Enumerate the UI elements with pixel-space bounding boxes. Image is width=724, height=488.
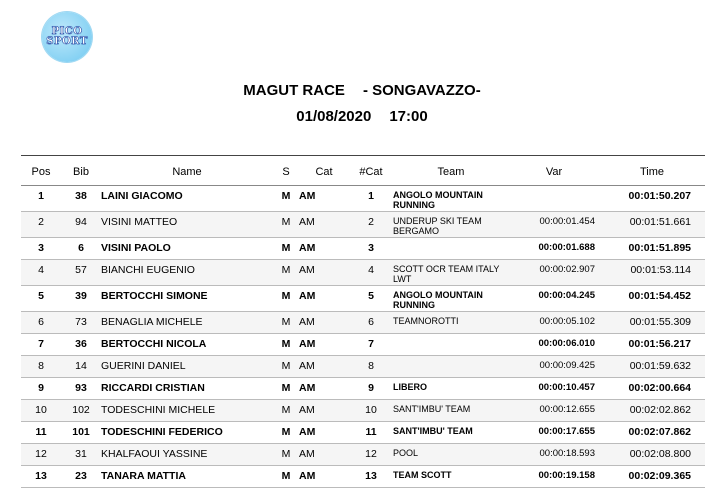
col-sex-header: S bbox=[282, 165, 290, 178]
bib-cell: 57 bbox=[75, 264, 87, 276]
var-cell: 00:00:12.655 bbox=[539, 404, 595, 415]
table-row bbox=[21, 312, 705, 334]
pos-cell: 10 bbox=[35, 404, 47, 416]
name-cell: TODESCHINI MICHELE bbox=[101, 404, 216, 416]
bib-cell: 102 bbox=[72, 404, 90, 416]
sex-cell: M bbox=[281, 360, 291, 372]
pos-cell: 11 bbox=[35, 426, 47, 438]
table-row bbox=[21, 334, 705, 356]
bib-cell: 36 bbox=[75, 338, 87, 350]
var-cell: 00:00:06.010 bbox=[538, 338, 595, 349]
pos-cell: 8 bbox=[38, 360, 44, 372]
team-cell: LIBERO bbox=[393, 382, 428, 392]
cat-cell: AM bbox=[299, 470, 316, 482]
catrank-cell: 13 bbox=[365, 470, 377, 482]
table-top-rule bbox=[21, 155, 705, 156]
catrank-cell: 5 bbox=[368, 290, 374, 302]
time-cell: 00:01:59.632 bbox=[629, 360, 691, 372]
race-datetime bbox=[0, 108, 724, 125]
name-cell: RICCARDI CRISTIAN bbox=[101, 382, 205, 394]
team-cell: ANGOLO MOUNTAIN RUNNING bbox=[393, 290, 483, 310]
cat-cell: AM bbox=[299, 382, 316, 394]
catrank-cell: 11 bbox=[365, 426, 377, 438]
pos-cell: 4 bbox=[38, 264, 44, 276]
var-cell: 00:00:18.593 bbox=[539, 448, 595, 459]
bib-cell: 23 bbox=[75, 470, 87, 482]
time-cell: 00:02:08.800 bbox=[629, 448, 691, 460]
table-row bbox=[21, 286, 705, 312]
time-cell: 00:01:54.452 bbox=[628, 290, 691, 302]
time-cell: 00:01:50.207 bbox=[628, 190, 691, 202]
catrank-cell: 2 bbox=[368, 216, 374, 228]
race-title bbox=[0, 82, 724, 99]
team-cell bbox=[393, 334, 509, 356]
cat-cell: AM bbox=[299, 216, 315, 228]
var-cell: 00:00:04.245 bbox=[538, 290, 595, 301]
col-time-header: Time bbox=[639, 165, 665, 178]
team-cell: POOL bbox=[393, 448, 419, 458]
team-cell: SANT'IMBU' TEAM bbox=[393, 426, 473, 436]
race-location: - SONGAVAZZO- bbox=[362, 82, 481, 99]
var-cell: 00:00:01.454 bbox=[539, 216, 595, 227]
bib-cell: 101 bbox=[72, 426, 90, 438]
var-cell bbox=[509, 186, 599, 212]
col-team-header: Team bbox=[437, 165, 465, 178]
race-time: 17:00 bbox=[389, 108, 428, 125]
time-cell: 00:02:00.664 bbox=[628, 382, 691, 394]
team-cell bbox=[393, 356, 509, 378]
time-cell: 00:02:02.862 bbox=[629, 404, 691, 416]
time-cell: 00:01:51.895 bbox=[628, 242, 691, 254]
name-cell: GUERINI DANIEL bbox=[101, 360, 186, 372]
col-bib-header: Bib bbox=[73, 165, 89, 178]
team-cell: UNDERUP SKI TEAM BERGAMO bbox=[393, 216, 482, 236]
catrank-cell: 7 bbox=[368, 338, 374, 350]
bib-cell: 73 bbox=[75, 316, 87, 328]
sex-cell: M bbox=[281, 470, 291, 482]
race-name: MAGUT RACE bbox=[243, 82, 345, 99]
table-row bbox=[21, 422, 705, 444]
results-body bbox=[21, 186, 705, 488]
name-cell: BERTOCCHI NICOLA bbox=[101, 338, 207, 350]
results-table bbox=[21, 158, 705, 488]
sex-cell: M bbox=[281, 404, 291, 416]
catrank-cell: 12 bbox=[365, 448, 377, 460]
cat-cell: AM bbox=[299, 426, 316, 438]
bib-cell: 93 bbox=[75, 382, 87, 394]
var-cell: 00:00:09.425 bbox=[539, 360, 595, 371]
catrank-cell: 9 bbox=[368, 382, 374, 394]
pos-cell: 12 bbox=[35, 448, 47, 460]
time-cell: 00:02:07.862 bbox=[628, 426, 691, 438]
name-cell: VISINI PAOLO bbox=[101, 242, 171, 254]
sex-cell: M bbox=[281, 338, 291, 350]
name-cell: TODESCHINI FEDERICO bbox=[101, 426, 223, 438]
table-row bbox=[21, 400, 705, 422]
var-cell: 00:00:17.655 bbox=[538, 426, 595, 437]
team-cell: SCOTT OCR TEAM ITALY LWT bbox=[393, 264, 500, 284]
time-cell: 00:01:51.661 bbox=[629, 216, 691, 228]
sex-cell: M bbox=[281, 290, 291, 302]
name-cell: VISINI MATTEO bbox=[101, 216, 178, 228]
logo-text-line1: PICO bbox=[51, 26, 83, 37]
col-var-header: Var bbox=[545, 165, 563, 178]
pos-cell: 2 bbox=[38, 216, 44, 228]
sex-cell: M bbox=[281, 426, 291, 438]
catrank-cell: 8 bbox=[368, 360, 374, 372]
col-cat-header: Cat bbox=[315, 165, 333, 178]
table-row bbox=[21, 356, 705, 378]
col-pos-header: Pos bbox=[31, 165, 51, 178]
var-cell: 00:00:01.688 bbox=[538, 242, 595, 253]
race-date: 01/08/2020 bbox=[296, 108, 372, 125]
table-row bbox=[21, 378, 705, 400]
sex-cell: M bbox=[281, 382, 291, 394]
bib-cell: 38 bbox=[75, 190, 87, 202]
col-catrank-header: #Cat bbox=[359, 165, 383, 178]
table-row bbox=[21, 466, 705, 488]
cat-cell: AM bbox=[299, 264, 315, 276]
pos-cell: 3 bbox=[38, 242, 44, 254]
var-cell: 00:00:10.457 bbox=[538, 382, 595, 393]
sex-cell: M bbox=[281, 190, 291, 202]
cat-cell: AM bbox=[299, 316, 315, 328]
name-cell: TANARA MATTIA bbox=[101, 470, 186, 482]
catrank-cell: 10 bbox=[365, 404, 377, 416]
table-row bbox=[21, 212, 705, 238]
pos-cell: 5 bbox=[38, 290, 44, 302]
col-name-header: Name bbox=[172, 165, 202, 178]
time-cell: 00:01:56.217 bbox=[628, 338, 691, 350]
name-cell: BENAGLIA MICHELE bbox=[101, 316, 203, 328]
team-cell bbox=[393, 238, 509, 260]
catrank-cell: 1 bbox=[368, 190, 374, 202]
sex-cell: M bbox=[281, 448, 291, 460]
catrank-cell: 3 bbox=[368, 242, 374, 254]
cat-cell: AM bbox=[299, 338, 316, 350]
bib-cell: 6 bbox=[78, 242, 84, 254]
bib-cell: 14 bbox=[75, 360, 87, 372]
cat-cell: AM bbox=[299, 448, 315, 460]
time-cell: 00:02:09.365 bbox=[628, 470, 691, 482]
sex-cell: M bbox=[281, 264, 291, 276]
pos-cell: 1 bbox=[38, 190, 44, 202]
time-cell: 00:01:53.114 bbox=[630, 264, 691, 276]
time-cell: 00:01:55.309 bbox=[629, 316, 691, 328]
cat-cell: AM bbox=[299, 290, 316, 302]
pos-cell: 9 bbox=[38, 382, 44, 394]
table-row bbox=[21, 260, 705, 286]
var-cell: 00:00:02.907 bbox=[539, 264, 595, 275]
pos-cell: 7 bbox=[38, 338, 44, 350]
pos-cell: 6 bbox=[38, 316, 44, 328]
sex-cell: M bbox=[281, 316, 291, 328]
table-header-row bbox=[21, 158, 705, 186]
catrank-cell: 4 bbox=[368, 264, 374, 276]
team-cell: SANT'IMBU' TEAM bbox=[393, 404, 471, 414]
logo-text-line2: SPORT bbox=[46, 36, 88, 47]
name-cell: KHALFAOUI YASSINE bbox=[101, 448, 208, 460]
cat-cell: AM bbox=[299, 360, 315, 372]
team-cell: TEAM SCOTT bbox=[393, 470, 452, 480]
cat-cell: AM bbox=[299, 242, 316, 254]
name-cell: LAINI GIACOMO bbox=[101, 190, 183, 202]
var-cell: 00:00:19.158 bbox=[538, 470, 595, 481]
table-row bbox=[21, 238, 705, 260]
bib-cell: 94 bbox=[75, 216, 87, 228]
team-cell: ANGOLO MOUNTAIN RUNNING bbox=[393, 190, 483, 210]
cat-cell: AM bbox=[299, 190, 316, 202]
pos-cell: 13 bbox=[35, 470, 47, 482]
sex-cell: M bbox=[281, 216, 291, 228]
table-row bbox=[21, 186, 705, 212]
var-cell: 00:00:05.102 bbox=[539, 316, 595, 327]
bib-cell: 39 bbox=[75, 290, 87, 302]
table-row bbox=[21, 444, 705, 466]
team-cell: TEAMNOROTTI bbox=[393, 316, 459, 326]
catrank-cell: 6 bbox=[368, 316, 374, 328]
sex-cell: M bbox=[281, 242, 291, 254]
bib-cell: 31 bbox=[75, 448, 87, 460]
name-cell: BIANCHI EUGENIO bbox=[101, 264, 195, 276]
cat-cell: AM bbox=[299, 404, 315, 416]
name-cell: BERTOCCHI SIMONE bbox=[101, 290, 208, 302]
pico-sport-logo bbox=[42, 12, 92, 62]
